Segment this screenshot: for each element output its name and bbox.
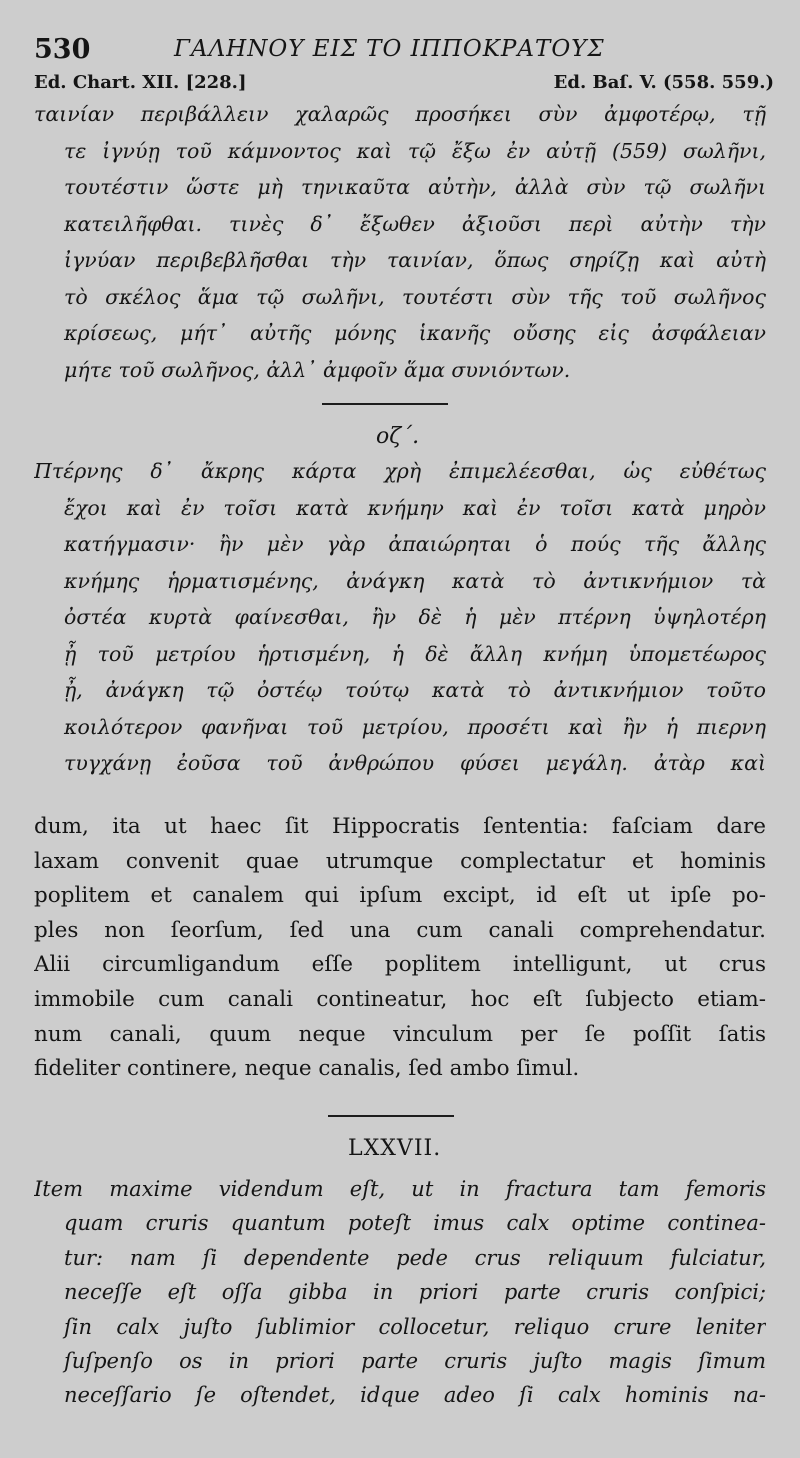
text-line: num canali, quum neque vinculum per ſe poſſit ſatis — [34, 1021, 766, 1047]
text-line: κατειλῆφθαι. τινὲς δ᾽ ἔξωθεν ἀξιοῦσι περὶ αὐτὴν τὴν — [64, 211, 766, 236]
text-line: Item maxime videndum eſt, ut in fractura tam femoris — [34, 1177, 766, 1201]
text-line: κατήγμασιν· ἢν μὲν γὰρ ἀπαιώρηται ὁ πούς τῆς ἄλλης — [64, 532, 766, 556]
text-line: ſin calx juſto ſublimior collocetur, reliquo crure leniter — [64, 1314, 766, 1339]
running-title: ΓΑΛΗΝΟΥ ΕΙΣ ΤΟ ΙΠΠΟΚΡΑΤΟΥΣ — [174, 36, 605, 62]
edition-left: Ed. Chart. XII. [228.] — [34, 72, 247, 93]
section-divider-2 — [328, 1115, 454, 1117]
text-line: κρίσεως, μήτ᾽ αὐτῆς μόνης ἱκανῆς οὔσης εἰς ἀσφάλειαν — [64, 321, 766, 345]
section-divider-1 — [322, 403, 448, 405]
text-line: ſuſpenſo os in priori parte cruris juſto magis ſimum — [64, 1348, 766, 1373]
text-line: immobile cum canali contineatur, hoc eſt ſubjecto etiam- — [34, 986, 766, 1012]
text-line: ἔχοι καὶ ἐν τοῖσι κατὰ κνήμην καὶ ἐν τοῖσι κατὰ μηρὸν — [64, 495, 766, 520]
latin-paragraph-2 — [34, 1172, 766, 1413]
edition-right: Ed. Baſ. V. (558. 559.) — [553, 72, 774, 93]
text-line: laxam convenit quae utrumque complectatur et hominis — [34, 848, 766, 874]
text-line: Πτέρνης δ᾽ ἄκρης κάρτα χρὴ ἐπιμελέεσθαι, ὡς εὐθέτως — [34, 459, 766, 483]
text-line: τε ἰγνύῃ τοῦ κάμνοντος καὶ τῷ ἔξω ἐν αὐτῇ (559) σωλῆνι, — [64, 138, 766, 163]
page-header — [34, 28, 774, 68]
text-line: τουτέστιν ὥστε μὴ τηνικαῦτα αὐτὴν, ἀλλὰ σὺν τῷ σωλῆνι — [64, 175, 766, 199]
text-line: τυγχάνῃ ἐοῦσα τοῦ ἀνθρώπου φύσει μεγάλη. ἀτὰρ καὶ — [64, 751, 766, 775]
text-line: Alii circumligandum eſſe poplitem intelligunt, ut crus — [34, 952, 766, 978]
text-line: ὀστέα κυρτὰ φαίνεσθαι, ἢν δὲ ἡ μὲν πτέρνη ὑψηλοτέρη — [64, 605, 766, 629]
text-line: τὸ σκέλος ἅμα τῷ σωλῆνι, τουτέστι σὺν τῆς τοῦ σωλῆνος — [64, 284, 766, 309]
text-line: neceſſario ſe oſtendet, idque adeo ſi calx hominis na- — [64, 1383, 766, 1408]
page-number: 530 — [34, 34, 91, 65]
text-line: κνήμης ἡρματισμένης, ἀνάγκη κατὰ τὸ ἀντικνήμιον τὰ — [64, 568, 766, 593]
text-line: neceſſe eſt oſſa gibba in priori parte cruris conſpici; — [64, 1280, 766, 1305]
text-line: κοιλότερον φανῆναι τοῦ μετρίου, προσέτι καὶ ἢν ἡ πιερνη — [64, 714, 766, 739]
text-line: ᾖ, ἀνάγκη τῷ ὀστέῳ τούτῳ κατὰ τὸ ἀντικνήμιον τοῦτο — [64, 678, 766, 702]
text-line: tur: nam ſi dependente pede crus reliquum fulciatur, — [64, 1245, 766, 1270]
greek-paragraph-1 — [34, 96, 766, 388]
text-line: quam cruris quantum poteſt imus calx optime continea- — [64, 1211, 766, 1236]
greek-section-number: οζ΄. — [376, 424, 420, 449]
text-line: ᾖ τοῦ μετρίου ἡρτισμένη, ἡ δὲ ἄλλη κνήμη ὑπομετέωρος — [64, 641, 766, 666]
latin-paragraph-1 — [34, 810, 766, 1087]
text-line: ἰγνύαν περιβεβλῆσθαι τὴν ταινίαν, ὅπως σηρίζῃ καὶ αὐτὴ — [64, 248, 766, 272]
text-line: poplitem et canalem qui ipſum excipt, id eſt ut ipſe po- — [34, 883, 766, 909]
text-line: fideliter continere, neque canalis, ſed ambo ſimul. — [34, 1056, 580, 1082]
greek-paragraph-2 — [34, 453, 766, 782]
text-line: ταινίαν περιβάλλειν χαλαρῶς προσήκει σὺν ἀμφοτέρῳ, τῇ — [34, 102, 766, 126]
text-line: ples non ſeorſum, ſed una cum canali comprehendatur. — [34, 917, 766, 943]
text-line: dum, ita ut haec ſit Hippocratis ſententia: faſciam dare — [34, 814, 766, 839]
latin-section-number: LXXVII. — [348, 1136, 442, 1161]
text-line: μήτε τοῦ σωλῆνος, ἀλλ᾽ ἀμφοῖν ἅμα συνιόντων. — [64, 357, 571, 382]
